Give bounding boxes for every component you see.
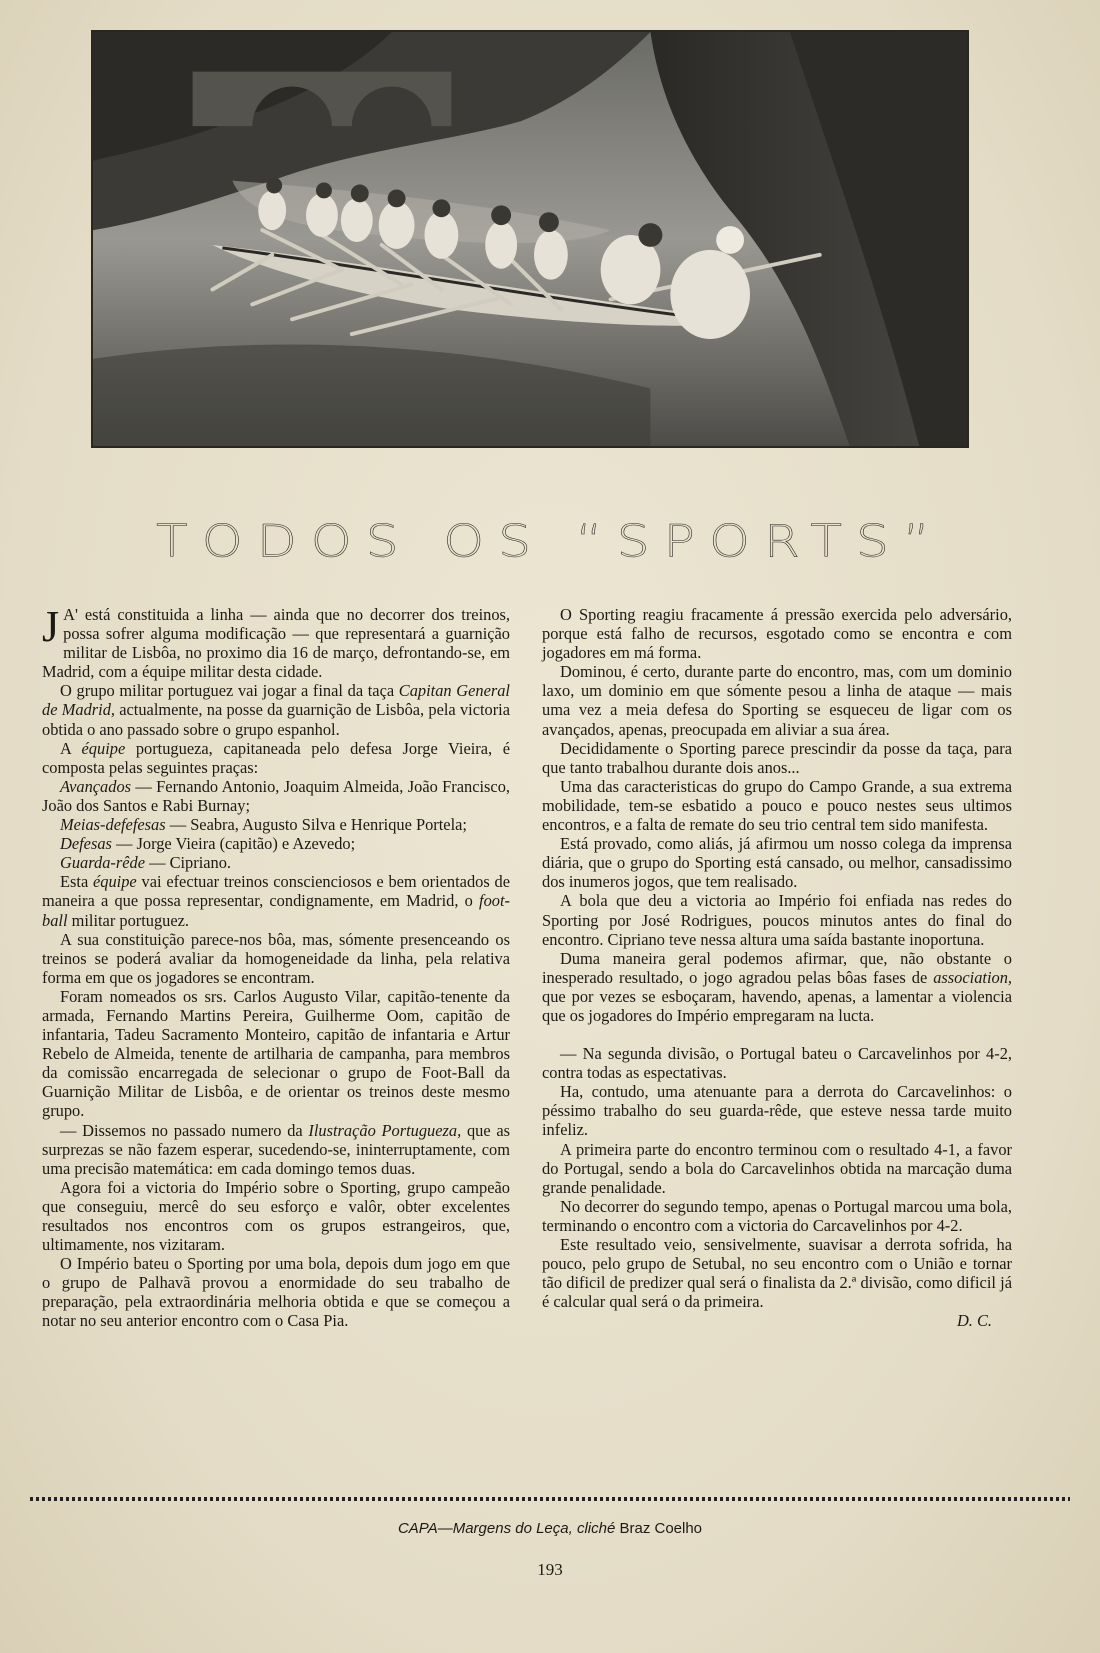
paragraph-text: militar portuguez. <box>67 910 190 930</box>
paragraph-text: portugueza, capitaneada pelo defesa Jorge Vieira, é composta pelas seguintes praças: <box>42 738 510 777</box>
italic-text: équipe <box>93 872 137 892</box>
italic-text: Guarda-rêde <box>60 853 145 873</box>
italic-text: Ilustração Portugueza, <box>308 1120 462 1140</box>
paragraph: Dominou, é certo, durante parte do encontro, mas, com um dominio laxo, um dominio em que sómente pesou a linha de ataque — mais uma vez a meia defesa do Sporting se esqueceu de ligar com os avançados, apenas, preocupada em aliviar a sua área. <box>542 662 1012 739</box>
paragraph: Foram nomeados os srs. Carlos Augusto Vilar, capitão-tenente da armada, Fernando Martins Pereira, Guilherme Oom, capitão de infantaria, Tadeu Sacramento Monteiro, capitão de infantaria e Artur Rebelo de Almeida, tenente de artilharia de campanha, para membros da comissão encarregada de selecionar o grupo de Foot-Ball da Guarnição Militar de Lisbôa, e de orientar os treinos deste mesmo grupo. <box>42 986 510 1121</box>
paragraph-text: — Dissemos no passado numero da <box>60 1120 309 1140</box>
article-headline: TODOS OS “SPORTS” <box>156 516 944 568</box>
italic-text: foot-ball <box>42 891 510 930</box>
italic-text: Avançados <box>60 776 132 796</box>
caption-label: CAPA <box>397 1520 438 1537</box>
paragraph <box>42 1121 510 1178</box>
paragraph-text: — Fernando Antonio, Joaquim Almeida, João Francisco, João dos Santos e Rabi Burnay; <box>42 776 510 815</box>
italic-text: équipe <box>81 738 126 758</box>
caption-credit: Braz Coelho <box>619 1520 703 1537</box>
paragraph-text: O grupo militar portuguez vai jogar a final da taça <box>60 681 399 701</box>
italic-text: Capitan General de Madrid, <box>42 681 510 720</box>
paragraph-text: — Cipriano. <box>144 853 232 873</box>
caption-dash: — <box>437 1520 453 1537</box>
author-signature: D. C. <box>956 1311 992 1331</box>
paragraph <box>42 815 510 834</box>
italic-text: Meias-defefesas <box>60 815 166 835</box>
left-column <box>42 602 511 1331</box>
photo-illustration <box>93 32 967 446</box>
italic-text: Defesas <box>60 834 112 854</box>
drop-cap: J <box>42 602 60 651</box>
paragraph <box>42 834 510 853</box>
paragraph-text: — Jorge Vieira (capitão) e Azevedo; <box>111 834 356 854</box>
paragraph: A sua constituição parece-nos bôa, mas, sómente presenceando os treinos se poderá avaliar da homogeneidade da linha, pela relativa forma em que os jogadores se encontram. <box>42 929 510 987</box>
paragraph <box>42 853 510 872</box>
paragraph <box>542 949 1012 1025</box>
paragraph-text: Duma maneira geral podemos afirmar, que, não obstante o inesperado resultado, o jogo agradou pelas bôas fases de <box>542 948 1012 987</box>
paragraph: O Sporting reagiu fracamente á pressão exercida pelo adversário, porque está falho de recursos, esgotado como se encontra e com jogadores em má forma. <box>542 605 1012 663</box>
paragraph-text: vai efectuar treinos conscienciosos e bem orientados de maneira a que possa representar, condignamente, em Madrid, o <box>42 872 510 911</box>
caption-title: Margens do Leça, <box>452 1520 573 1537</box>
caption-cliche: cliché <box>576 1520 616 1537</box>
paragraph-text: actualmente, na posse da guarnição de Lisbôa, pela victoria obtida o ano passado sobre o grupo espanhol. <box>42 700 511 739</box>
paragraph-text: que por vezes se esboçaram, havendo, apenas, a lamentar a violencia que os jogadores do Império empregaram na lucta. <box>542 986 1012 1025</box>
paragraph: O Império bateu o Sporting por uma bola, depois dum jogo em que o grupo de Palhavã provou a enormidade do seu trabalho de preparação, pela extraordinária melhoria obtida e que se começou a notar no seu anterior encontro com o Casa Pia. <box>42 1254 510 1331</box>
paragraph-text: Esta <box>60 872 94 892</box>
paragraph: A bola que deu a victoria ao Império foi enfiada nas redes do Sporting por José Rodrigues, poucos minutos antes do final do encontro. Cipriano teve nessa altura uma saída bastante inoportuna. <box>542 891 1012 949</box>
paragraph: Este resultado veio, sensivelmente, suavisar a derrota sofrida, ha pouco, pelo grupo de Setubal, no seu encontro com o União e tornar tão dificil de predizer qual será o finalista da 2.ª divisão, como dificil já é calcular qual será o da primeira. <box>542 1235 1012 1312</box>
paragraph: Está provado, como aliás, já afirmou um nosso colega da imprensa diária, que o grupo do Sporting está cansado, ou melhor, cansadissimo dos inumeros jogos, que tem realisado. <box>542 834 1012 892</box>
paragraph <box>42 777 510 815</box>
paragraph: No decorrer do segundo tempo, apenas o Portugal marcou uma bola, terminando o encontro com a victoria do Carcavelinhos por 4-2. <box>542 1196 1012 1235</box>
paragraph: — Na segunda divisão, o Portugal bateu o Carcavelinhos por 4-2, contra todas as espectativas. <box>542 1044 1012 1083</box>
right-column <box>542 605 1012 1330</box>
dotted-divider <box>30 1497 1070 1501</box>
paragraph-text: A <box>60 738 82 758</box>
paragraph <box>42 602 510 682</box>
paragraph: Ha, contudo, uma atenuante para a derrota do Carcavelinhos: o péssimo trabalho do seu guarda-rêde, que esteve nessa tarde muito infeliz. <box>542 1082 1012 1140</box>
paragraph <box>42 681 510 738</box>
paragraph: Uma das caracteristicas do grupo do Campo Grande, a sua extrema mobilidade, tem-se esbatido a pouco e pouco nestes seus ultimos encontros, e a falta de remate do seu trio central tem sido manifesta. <box>542 776 1012 835</box>
page-number: 193 <box>537 1560 563 1579</box>
paragraph: A primeira parte do encontro terminou com o resultado 4-1, a favor do Portugal, sendo a bola do Carcavelinhos obtida na marcação duma grande penalidade. <box>542 1139 1012 1197</box>
paragraph-text: A' está constituida a linha — ainda que no decorrer dos treinos, possa sofrer alguma modificação — que representará a guarnição militar de Lisbôa, no proximo dia 16 de março, defrontando-se, em Madrid, com a équipe militar desta cidade. <box>42 605 510 682</box>
paragraph <box>42 739 510 777</box>
rowing-crew-photo <box>91 30 969 448</box>
paragraph: Agora foi a victoria do Império sobre o Sporting, grupo campeão que conseguiu, mercê do seu esforço e valôr, obter excelentes resultados nos encontros com os grupos estrangeiros, que, ultimamente, nos vizitaram. <box>42 1177 510 1255</box>
italic-text: association, <box>933 967 1012 987</box>
paragraph <box>42 872 510 929</box>
cover-caption <box>0 1520 1100 1537</box>
paragraph-text: — Seabra, Augusto Silva e Henrique Portela; <box>165 815 467 835</box>
paragraph-text: que as surprezas se não fazem esperar, sucedendo-se, ininterruptamente, com uma precisão matemática: em cada domingo temos duas. <box>42 1120 511 1178</box>
paragraph: Decididamente o Sporting parece prescindir da posse da taça, para que tanto trabalhou durante dois anos... <box>542 738 1012 777</box>
